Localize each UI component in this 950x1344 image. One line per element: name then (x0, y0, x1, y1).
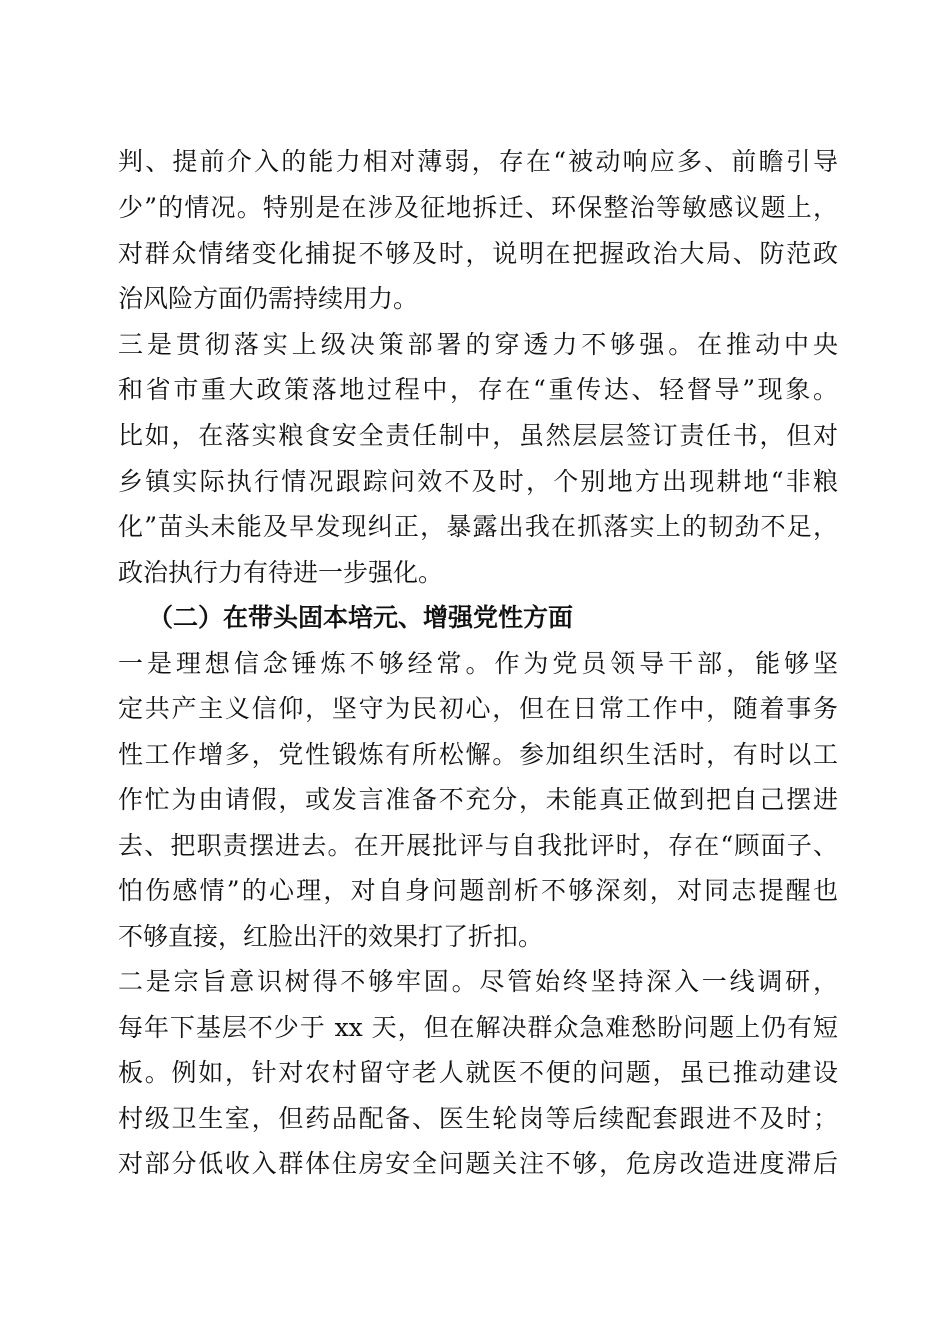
paragraph-line: 二是宗旨意识树得不够牢固。尽管始终坚持深入一线调研， (118, 967, 838, 996)
section-heading: （二）在带头固本培元、增强党性方面 (148, 603, 574, 632)
paragraph-line: 定共产主义信仰，坚守为民初心，但在日常工作中，随着事务 (118, 694, 838, 723)
paragraph-line: 怕伤感情”的心理，对自身问题剖析不够深刻，对同志提醒也 (118, 876, 838, 905)
paragraph-line: 性工作增多，党性锻炼有所松懈。参加组织生活时，有时以工 (118, 740, 838, 769)
paragraph-line: 判、提前介入的能力相对薄弱，存在“被动响应多、前瞻引导 (118, 147, 838, 176)
paragraph-line: 三是贯彻落实上级决策部署的穿透力不够强。在推动中央 (118, 330, 838, 359)
paragraph-line: 不够直接，红脸出汗的效果打了折扣。 (118, 922, 544, 951)
paragraph-line: 少”的情况。特别是在涉及征地拆迁、环保整治等敏感议题上， (118, 193, 838, 222)
paragraph-line: 和省市重大政策落地过程中，存在“重传达、轻督导”现象。 (118, 375, 838, 404)
paragraph-line: 一是理想信念锤炼不够经常。作为党员领导干部，能够坚 (118, 649, 838, 678)
paragraph-line: 板。例如，针对农村留守老人就医不便的问题，虽已推动建设 (118, 1058, 838, 1087)
paragraph-line: 作忙为由请假，或发言准备不充分，未能真正做到把自己摆进 (118, 785, 838, 814)
paragraph-line: 治风险方面仍需持续用力。 (118, 284, 419, 313)
paragraph-line: 每年下基层不少于 xx 天，但在解决群众急难愁盼问题上仍有短 (118, 1013, 838, 1042)
paragraph-line: 对部分低收入群体住房安全问题关注不够，危房改造进度滞后 (118, 1149, 838, 1178)
paragraph-line: 乡镇实际执行情况跟踪问效不及时，个别地方出现耕地“非粮 (118, 467, 838, 496)
paragraph-line: 去、把职责摆进去。在开展批评与自我批评时，存在“顾面子、 (118, 831, 838, 860)
paragraph-line: 化”苗头未能及早发现纠正，暴露出我在抓落实上的韧劲不足， (118, 512, 838, 541)
paragraph-line: 村级卫生室，但药品配备、医生轮岗等后续配套跟进不及时； (118, 1104, 838, 1133)
paragraph-line: 比如，在落实粮食安全责任制中，虽然层层签订责任书，但对 (118, 421, 838, 450)
paragraph-line: 政治执行力有待进一步强化。 (118, 558, 444, 587)
paragraph-line: 对群众情绪变化捕捉不够及时，说明在把握政治大局、防范政 (118, 239, 838, 268)
